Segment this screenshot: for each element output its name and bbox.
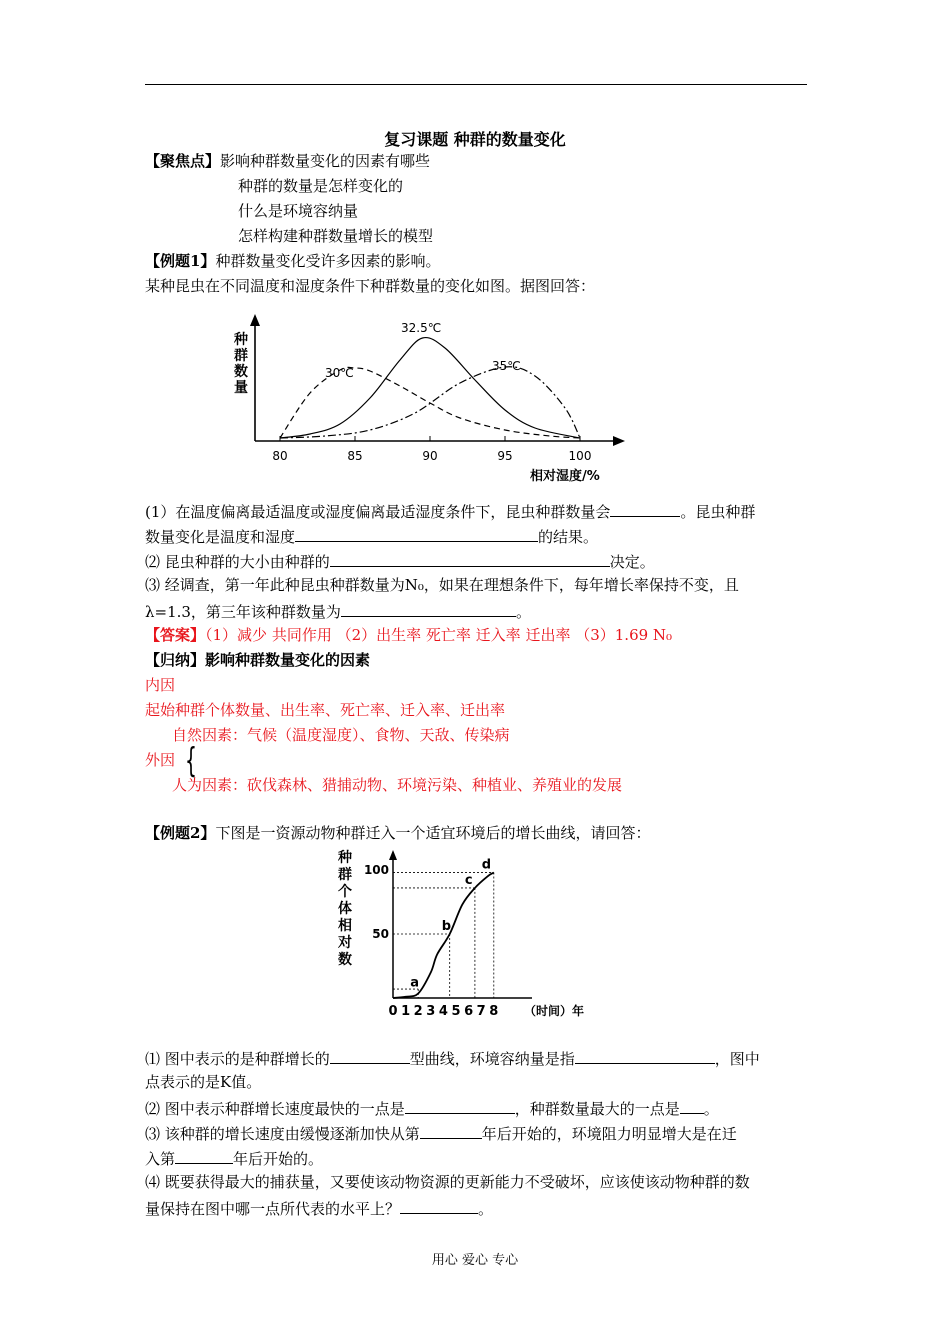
chart1-ylabel-char: 种 [234, 332, 248, 348]
focus-item: 种群的数量是怎样变化的 [238, 177, 404, 195]
e2q1-blank-2[interactable] [575, 1047, 715, 1064]
q1-text-4: 的结果。 [538, 528, 599, 546]
chart1-x-tick-label: 85 [347, 449, 363, 463]
summary-label: 【归纳】 [145, 651, 206, 669]
e2q3-text-2: 年后开始的，环境阻力明显增大是在迁 [481, 1125, 737, 1143]
e2q4-text-2: 。 [478, 1200, 494, 1218]
example1-intro: 某种昆虫在不同温度和湿度条件下种群数量的变化如图。据图回答： [145, 277, 596, 295]
example2-heading [145, 823, 650, 843]
focus-line-1 [145, 151, 430, 171]
chart2-x-tick-label: 8 [489, 1004, 499, 1019]
example2-label: 【例题2】 [145, 824, 216, 842]
summary-title: 影响种群数量变化的因素 [205, 651, 371, 669]
chart2-x-tick-label: 4 [438, 1004, 448, 1019]
chart1-x-tick-label: 90 [422, 449, 438, 463]
chart2-ylabel-char: 体 [338, 901, 352, 917]
summary-internal: 起始种群个体数量、出生率、死亡率、迁入率、迁出率 [145, 701, 506, 719]
e2q3-text-4: 年后开始的。 [233, 1150, 324, 1168]
chart2-ylabel-char: 相 [338, 918, 352, 934]
q1-blank-1[interactable] [610, 500, 680, 517]
chart2-y-arrow [389, 850, 397, 860]
chart2-ylabel-char: 群 [338, 867, 352, 883]
chart1-x-tick-label: 95 [497, 449, 513, 463]
example1-q3-line2 [145, 600, 531, 622]
q3-blank[interactable] [341, 600, 516, 617]
answer1-text: （1）减少 共同作用 （2）出生率 死亡率 迁入率 迁出率 （3）1.69 N₀ [205, 626, 673, 644]
chart1-x-tick-label: 100 [568, 449, 592, 463]
s-curve-chart [332, 848, 622, 1026]
e2q1-blank-1[interactable] [330, 1047, 410, 1064]
example2-q3-line2 [145, 1147, 323, 1169]
summary-internal-label: 内因 [145, 676, 176, 694]
e2q3-text: ⑶ 该种群的增长速度由缓慢逐渐加快从第 [145, 1125, 420, 1143]
example2-q3-line1 [145, 1122, 737, 1144]
e2q3-text-3: 入第 [145, 1150, 176, 1168]
example1-q2 [145, 550, 655, 572]
chart1-ylabel-char: 群 [234, 348, 248, 364]
answer1 [145, 625, 672, 645]
page-footer: 用心 爱心 专心 [431, 1253, 519, 1268]
example1-q1-line2 [145, 525, 598, 547]
e2q2-text-2: ，种群数量最大的一点是 [514, 1100, 680, 1118]
chart1-x-tick-label: 80 [272, 449, 288, 463]
chart2-ylabel-char: 个 [338, 884, 352, 900]
example1-heading [145, 251, 440, 271]
example2-q1-line1 [145, 1047, 760, 1069]
chart1-series-32.5℃ [280, 338, 580, 438]
example1-q1-line1 [145, 500, 755, 522]
chart1-x-arrow [613, 436, 625, 446]
e2q2-blank-1[interactable] [405, 1097, 515, 1114]
chart2-x-tick-label: 1 [401, 1004, 411, 1019]
focus-item: 怎样构建种群数量增长的模型 [238, 227, 434, 245]
chart2-x-tick-label: 5 [451, 1004, 461, 1019]
e2q1-text: ⑴ 图中表示的是种群增长的 [145, 1050, 330, 1068]
focus-item: 影响种群数量变化的因素有哪些 [220, 152, 431, 170]
page-title: 复习课题 种群的数量变化 [384, 130, 566, 149]
chart1-series-label-35: 35℃ [492, 359, 521, 373]
q3-text-2: 。 [515, 603, 531, 621]
e2q3-blank-2[interactable] [175, 1147, 233, 1164]
summary-natural: 自然因素：气候（温度湿度）、食物、天敌、传染病 [172, 726, 510, 744]
chart2-y-tick-50: 50 [372, 927, 389, 941]
chart2-point-c: c [464, 872, 473, 888]
chart2-x-tick-label: 6 [464, 1004, 474, 1019]
e2q2-text-3: 。 [703, 1100, 719, 1118]
chart2-point-a: a [410, 975, 419, 991]
answer1-label: 【答案】 [145, 626, 206, 644]
e2q4-blank[interactable] [400, 1197, 478, 1214]
chart2-point-b: b [441, 919, 452, 934]
chart2-point-d: d [481, 857, 492, 873]
brace-symbol: { [185, 741, 197, 781]
q2-text-2: 决定。 [609, 553, 655, 571]
chart2-x-tick-label: 2 [413, 1004, 423, 1019]
chart2-xlabel: （时间）年 [524, 1004, 585, 1018]
chart1-series-label-32.5: 32.5℃ [401, 321, 442, 335]
e2q4-text: 量保持在图中哪一点所代表的水平上？ [145, 1200, 401, 1218]
example2-q1-line2: 点表示的是K值。 [145, 1073, 262, 1091]
q2-text: ⑵ 昆虫种群的大小由种群的 [145, 553, 330, 571]
summary-human: 人为因素：砍伐森林、猎捕动物、环境污染、种植业、养殖业的发展 [172, 776, 623, 794]
e2q2-text: ⑵ 图中表示种群增长速度最快的一点是 [145, 1100, 405, 1118]
chart2-y-tick-100: 100 [363, 863, 389, 877]
example2-text: 下图是一资源动物种群迁入一个适宜环境后的增长曲线，请回答： [215, 824, 651, 842]
q1-text-3: 数量变化是温度和湿度 [145, 528, 296, 546]
header-rule [145, 84, 807, 85]
e2q1-text-2: 型曲线，环境容纳量是指 [409, 1050, 575, 1068]
example1-q3-line1: ⑶ 经调查，第一年此种昆虫种群数量为N₀，如果在理想条件下，每年增长率保持不变，且 [145, 576, 739, 594]
q1-blank-2[interactable] [295, 525, 538, 542]
chart1-y-arrow [250, 314, 260, 326]
chart1-ylabel-char: 量 [234, 380, 248, 396]
summary-heading [145, 650, 370, 670]
example2-q4-line1: ⑷ 既要获得最大的捕获量，又要使该动物资源的更新能力不受破坏，应该使该动物种群的数 [145, 1173, 750, 1191]
q3-text: λ=1.3，第三年该种群数量为 [145, 603, 341, 621]
chart2-x-tick-label: 0 [388, 1004, 398, 1019]
chart2-ylabel-char: 种 [338, 850, 352, 866]
chart1-ylabel-char: 数 [234, 364, 248, 380]
q1-text: (1）在温度偏离最适温度或湿度偏离最适湿度条件下，昆虫种群数量会 [145, 503, 611, 521]
focus-item: 什么是环境容纳量 [238, 202, 359, 220]
q1-text-2: 。昆虫种群 [680, 503, 756, 521]
example1-text: 种群数量变化受许多因素的影响。 [215, 252, 441, 270]
chart2-ylabel-char: 对 [338, 935, 352, 951]
example2-q4-line2 [145, 1197, 493, 1219]
chart2-x-tick-label: 7 [476, 1004, 486, 1019]
example2-q2 [145, 1097, 719, 1119]
chart2-ylabel-char: 数 [338, 952, 352, 968]
example1-label: 【例题1】 [145, 252, 216, 270]
e2q1-text-3: ，图中 [714, 1050, 760, 1068]
chart1-xlabel: 相对湿度/% [530, 469, 600, 484]
chart2-s-curve [393, 873, 494, 998]
chart1-series-label-30: 30℃ [325, 366, 354, 380]
focus-label: 【聚焦点】 [145, 152, 221, 170]
chart2-x-tick-label: 3 [426, 1004, 436, 1019]
q2-blank[interactable] [330, 550, 610, 567]
e2q3-blank-1[interactable] [420, 1122, 482, 1139]
summary-external-label: 外因 [145, 751, 176, 769]
e2q2-blank-2[interactable] [680, 1097, 704, 1114]
humidity-temperature-chart [225, 312, 635, 490]
